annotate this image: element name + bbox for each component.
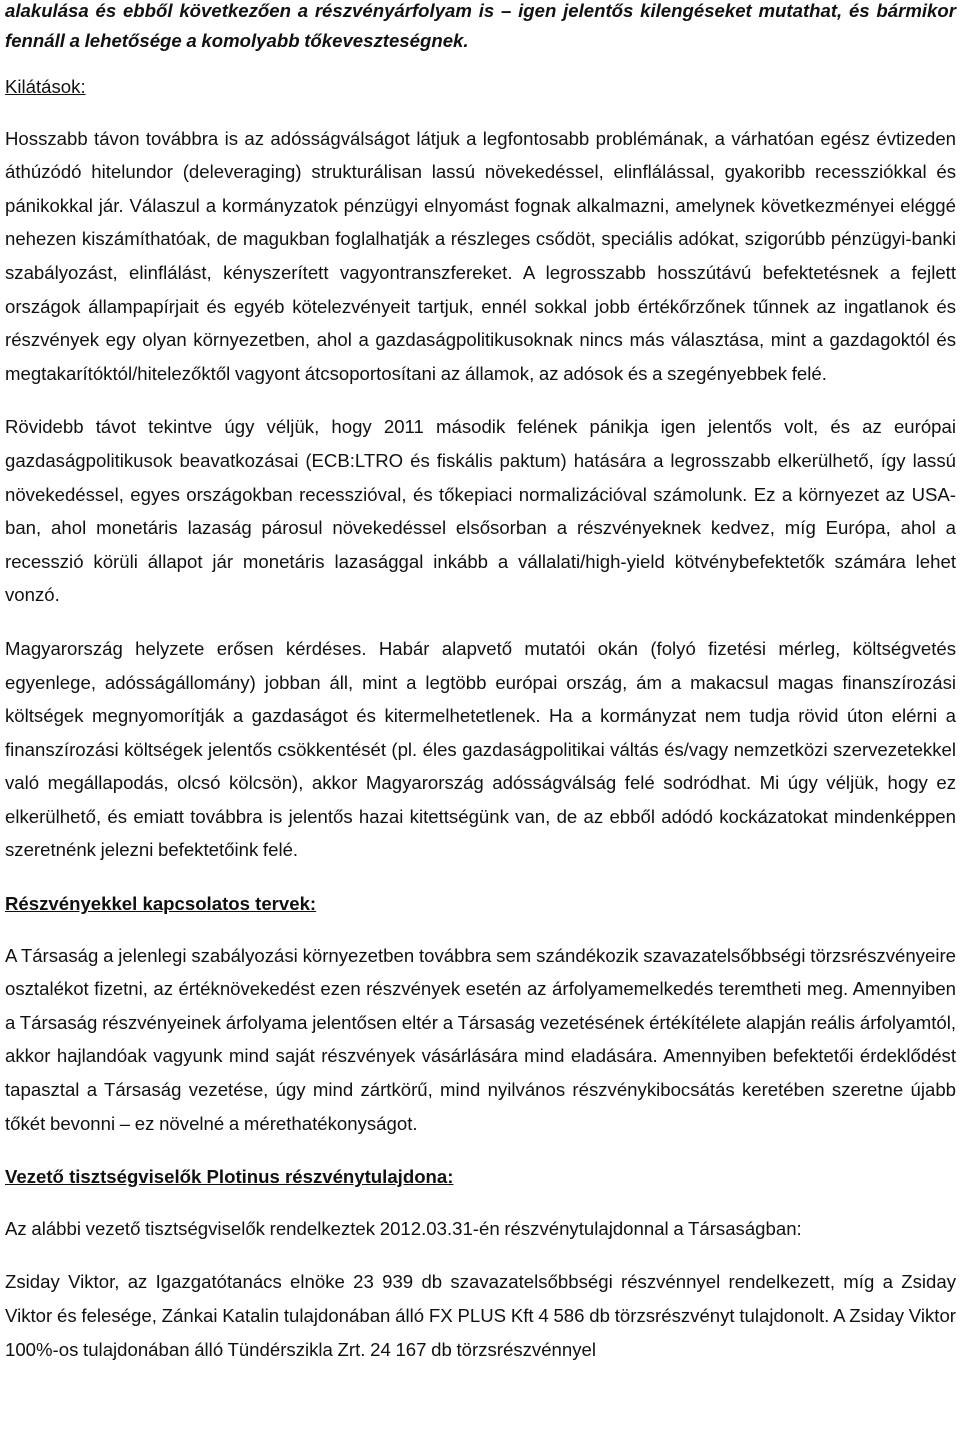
outlook-heading: [5, 70, 956, 104]
outlook-paragraph-long-term: Hosszabb távon továbbra is az adósságválságot látjuk a legfontosabb problémának, a várhatóan egész évtizeden áthúzódó hitelundor (deleveraging) strukturálisan lassú növekedéssel, elinflálással, gyakoribb recessziókkal és pánikokkal jár. Válaszul a kormányzatok pénzügyi elnyomást fognak alkalmazni, amelynek következményei eléggé nehezen kiszámíthatóak, de magukban foglalhatják a részleges csődöt, speciális adókat, szigorúbb pénzügyi-banki szabályozást, elinflálást, kényszerített vagyontranszfereket. A legrosszabb hosszútávú befektetésnek a fejlett országok állampapírjait és egyéb kötelezvényeit tartjuk, ennél sokkal jobb értékőrzőnek tűnnek az ingatlanok és részvények egy olyan környezetben, ahol a gazdaságpolitikusoknak nincs más választása, mint a gazdagoktól és megtakarítóktól/hitelezőktől vagyont átcsoportosítani az államok, az adósok és a szegényebbek felé.: [5, 127, 956, 384]
share-plans-heading-text: Részvényekkel kapcsolatos tervek:: [5, 893, 317, 915]
spacer: [5, 1140, 956, 1160]
outlook-paragraph-hungary: Magyarország helyzete erősen kérdéses. Habár alapvető mutatói okán (folyó fizetési mérleg, költségvetés egyenlege, adósságállomány) jobban áll, mint a legtöbb európai ország, ám a makacsul magas finanszírozási költségek megnyomorítják a gazdaságot és kitermelhetetlenek. Ha a kormányzat nem tudja rövid úton elérni a finanszírozási költségek jelentős csökkentését (pl. éles gazdaságpolitikai váltás és/vagy nemzetközi szervezetekkel való megállapodás, olcsó kölcsön), akkor Magyarország adósságválság felé sodródhat. Mi úgy véljük, hogy ez elkerülhető, és emiatt továbbra is jelentős hazai kitettségünk van, de az ebből adódó kockázatokat mindenképpen szeretnénk jelezni befektetőink felé.: [5, 637, 956, 861]
officers-heading-text: Vezető tisztségviselők Plotinus részvénytulajdona:: [5, 1166, 454, 1188]
share-plans-heading: [5, 887, 956, 921]
spacer: [5, 921, 956, 939]
officers-intro-paragraph: Az alábbi vezető tisztségviselők rendelkeztek 2012.03.31-én részvénytulajdonnal a Társaságban:: [5, 1217, 802, 1239]
spacer: [5, 867, 956, 887]
share-plans-paragraph: A Társaság a jelenlegi szabályozási környezetben továbbra sem szándékozik szavazatelsőbbségi törzsrészvényeire osztalékot fizetni, az értéknövekedést ezen részvények esetén az árfolyamemelkedés teremtheti meg. Amennyiben a Társaság részvényeinek árfolyama jelentősen eltér a Társaság vezetésének értékítélete alapján reális árfolyamtól, akkor hajlandóak vagyunk mind saját részvények vásárlására mind eladására. Amennyiben befektetői érdeklődést tapasztal a Társaság vezetése, úgy mind zártkörű, mind nyilvános részvénykibocsátás keretében szeretne újabb tőkét bevonni – ez növelné a mérethatékonyságot.: [5, 944, 956, 1134]
outlook-paragraph-short-term: Rövidebb távot tekintve úgy véljük, hogy 2011 második felének pánikja igen jelentős volt, és az európai gazdaságpolitikusok beavatkozásai (ECB:LTRO és fiskális paktum) hatására a legrosszabb elkerülhető, így lassú növekedéssel, egyes országokban recesszióval, és tőkepiaci normalizációval számolunk. Ez a környezet az USA-ban, ahol monetáris lazaság párosul növekedéssel elsősorban a részvényeknek kedvez, míg Európa, ahol a recesszió körüli állapot jár monetáris lazasággal inkább a vállalati/high-yield kötvénybefektetők számára lehet vonzó.: [5, 416, 956, 606]
officers-heading: [5, 1160, 956, 1194]
intro-paragraph: alakulása és ebből következően a részvényárfolyam is – igen jelentős kilengéseket mutathat, és bármikor fennáll a lehetősége a komolyabb tőkeveszteségnek.: [5, 0, 956, 51]
spacer: [5, 56, 956, 70]
officers-holdings-paragraph: Zsiday Viktor, az Igazgatótanács elnöke 23 939 db szavazatelsőbbségi részvénnyel rendelkezett, míg a Zsiday Viktor és felesége, Zánkai Katalin tulajdonában álló FX PLUS Kft 4 586 db törzsrészvényt tulajdonolt. A Zsiday Viktor 100%-os tulajdonában álló Tündérszikla Zrt. 24 167 db törzsrészvénnyel: [5, 1271, 956, 1360]
document-page: [5, 0, 956, 1366]
outlook-heading-text: Kilátások:: [5, 76, 86, 97]
spacer: [5, 612, 956, 632]
spacer: [5, 390, 956, 410]
spacer: [5, 104, 956, 122]
spacer: [5, 1194, 956, 1212]
spacer: [5, 1245, 956, 1265]
